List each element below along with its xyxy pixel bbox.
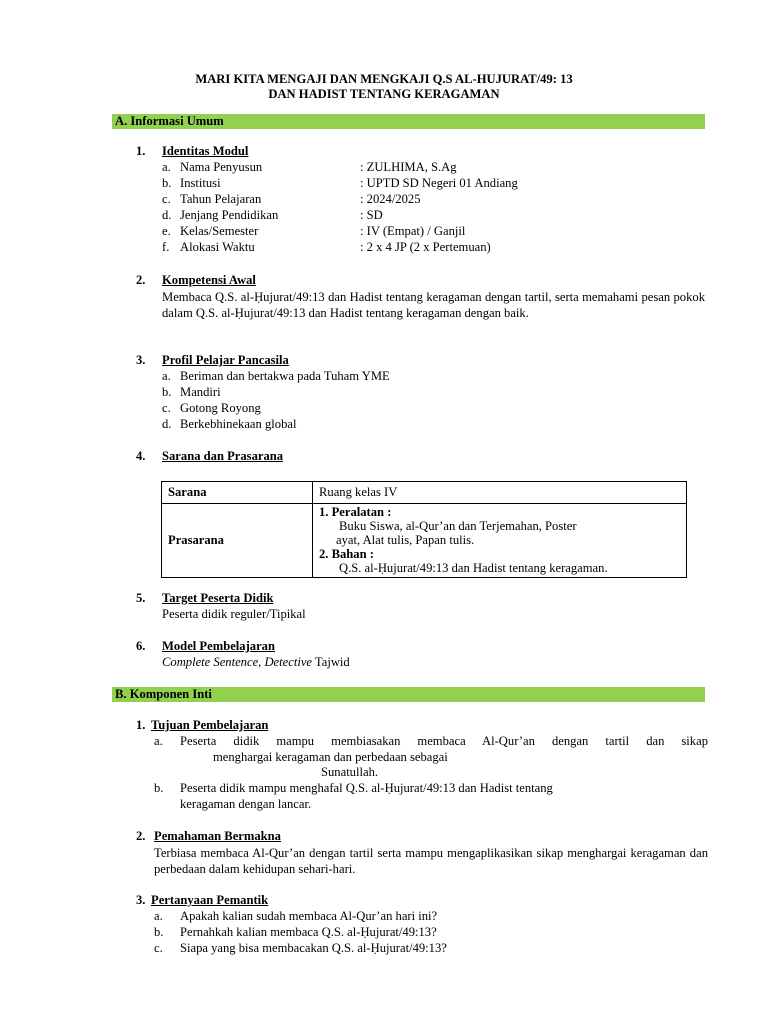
table-row xyxy=(162,504,687,578)
profil-letter: b. xyxy=(162,385,172,399)
profil-letter: c. xyxy=(162,401,171,415)
prasarana-label: Prasarana xyxy=(162,504,313,578)
identitas-letter: d. xyxy=(162,208,172,222)
prasarana-value xyxy=(313,504,687,578)
model-text xyxy=(162,655,350,670)
bahan-label: 2. Bahan : xyxy=(319,547,374,561)
tujuan-heading: Tujuan Pembelajaran xyxy=(151,718,269,732)
identitas-value: : SD xyxy=(360,208,383,222)
peralatan-label: 1. Peralatan : xyxy=(319,505,392,519)
identitas-value: : ZULHIMA, S.Ag xyxy=(360,160,457,174)
profil-number: 3. xyxy=(136,353,146,367)
target-heading: Target Peserta Didik xyxy=(162,591,274,605)
sarana-label: Sarana xyxy=(162,482,313,504)
identitas-key: Jenjang Pendidikan xyxy=(180,208,279,222)
tujuan-b-letter: b. xyxy=(154,781,164,795)
pertanyaan-item: Apakah kalian sudah membaca Al-Qur’an hari ini? xyxy=(180,909,438,923)
pertanyaan-heading: Pertanyaan Pemantik xyxy=(151,893,269,907)
identitas-key: Tahun Pelajaran xyxy=(180,192,262,206)
profil-item: Beriman dan bertakwa pada Tuham YME xyxy=(180,369,390,383)
identitas-letter: b. xyxy=(162,176,172,190)
sarana-heading: Sarana dan Prasarana xyxy=(162,449,284,463)
profil-letter: d. xyxy=(162,417,172,431)
profil-item: Mandiri xyxy=(180,385,221,399)
identitas-letter: c. xyxy=(162,192,171,206)
kompetensi-text: Membaca Q.S. al-Ḥujurat/49:13 dan Hadist tentang keragaman dengan tartil, serta memahami pesan pokok dalam Q.S. al-Ḥujurat/49:13 dan Hadist tentang keragaman dengan baik. xyxy=(162,290,705,320)
peralatan-line2: ayat, Alat tulis, Papan tulis. xyxy=(336,533,475,547)
profil-item: Berkebhinekaan global xyxy=(180,417,297,431)
bahan-text: Q.S. al-Ḥujurat/49:13 dan Hadist tentang keragaman. xyxy=(339,561,608,575)
table-row xyxy=(162,482,687,504)
tujuan-b-line2: keragaman dengan lancar. xyxy=(180,797,312,811)
document-title-line2: DAN HADIST TENTANG KERAGAMAN xyxy=(268,87,500,101)
identitas-value: : 2 x 4 JP (2 x Pertemuan) xyxy=(360,240,491,254)
document-title-line1: MARI KITA MENGAJI DAN MENGKAJI Q.S AL-HUJURAT/49: 13 xyxy=(195,72,573,86)
identitas-value: : IV (Empat) / Ganjil xyxy=(360,224,466,238)
kompetensi-number: 2. xyxy=(136,273,146,287)
model-number: 6. xyxy=(136,639,146,653)
identitas-number: 1. xyxy=(136,144,146,158)
sarana-prasarana-table xyxy=(161,481,687,578)
kompetensi-heading: Kompetensi Awal xyxy=(162,273,256,287)
model-text-plain: Tajwid xyxy=(312,655,350,669)
tujuan-a-line1: Peserta didik mampu membiasakan membaca Al-Qur’an dengan tartil dan sikap xyxy=(180,734,708,748)
model-text-italic: Complete Sentence, Detective xyxy=(162,655,312,669)
identitas-key: Nama Penyusun xyxy=(180,160,263,174)
identitas-letter: f. xyxy=(162,240,170,254)
sarana-number: 4. xyxy=(136,449,146,463)
tujuan-a-letter: a. xyxy=(154,734,163,748)
profil-letter: a. xyxy=(162,369,171,383)
identitas-key: Institusi xyxy=(180,176,221,190)
identitas-letter: e. xyxy=(162,224,171,238)
pertanyaan-item: Pernahkah kalian membaca Q.S. al-Ḥujurat/49:13? xyxy=(180,925,437,939)
tujuan-b-line1: Peserta didik mampu menghafal Q.S. al-Ḥujurat/49:13 dan Hadist tentang xyxy=(180,781,553,795)
pertanyaan-letter: a. xyxy=(154,909,163,923)
pemahaman-number: 2. xyxy=(136,829,146,843)
pemahaman-heading: Pemahaman Bermakna xyxy=(154,829,281,843)
section-b-label: B. Komponen Inti xyxy=(115,687,212,701)
target-text: Peserta didik reguler/Tipikal xyxy=(162,607,306,621)
identitas-value: : UPTD SD Negeri 01 Andiang xyxy=(360,176,518,190)
pemahaman-text: Terbiasa membaca Al-Qur’an dengan tartil serta mampu mengaplikasikan sikap menghargai keragaman dan perbedaan dalam kehidupan sehari-hari. xyxy=(154,846,708,876)
pertanyaan-number: 3. xyxy=(136,893,146,907)
tujuan-a-line2: menghargai keragaman dan perbedaan sebagai xyxy=(213,750,448,764)
identitas-key: Kelas/Semester xyxy=(180,224,259,238)
tujuan-a-line3: Sunatullah. xyxy=(321,765,379,779)
pertanyaan-item: Siapa yang bisa membacakan Q.S. al-Ḥujurat/49:13? xyxy=(180,941,447,955)
profil-heading: Profil Pelajar Pancasila xyxy=(162,353,289,367)
section-b-header xyxy=(112,687,705,702)
section-a-header xyxy=(112,114,705,129)
sarana-value: Ruang kelas IV xyxy=(313,482,687,504)
model-heading: Model Pembelajaran xyxy=(162,639,275,653)
section-a-label: A. Informasi Umum xyxy=(115,114,224,128)
identitas-heading: Identitas Modul xyxy=(162,144,249,158)
peralatan-line1: Buku Siswa, al-Qur’an dan Terjemahan, Poster xyxy=(339,519,577,533)
pertanyaan-letter: c. xyxy=(154,941,163,955)
profil-item: Gotong Royong xyxy=(180,401,261,415)
pertanyaan-letter: b. xyxy=(154,925,164,939)
identitas-value: : 2024/2025 xyxy=(360,192,421,206)
target-number: 5. xyxy=(136,591,146,605)
identitas-key: Alokasi Waktu xyxy=(180,240,255,254)
identitas-letter: a. xyxy=(162,160,171,174)
tujuan-number: 1. xyxy=(136,718,146,732)
